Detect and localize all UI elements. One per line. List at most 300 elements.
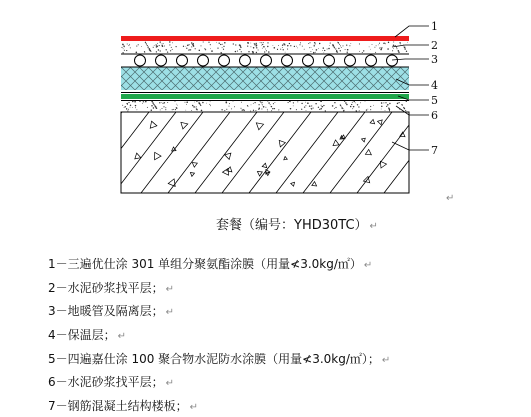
mortar-speck [307,102,309,104]
mortar-speck [127,44,128,45]
mortar-speck [224,110,225,111]
mortar-speck [217,47,218,48]
mortar-speck [226,109,227,110]
mortar-speck [135,107,136,108]
mortar-speck [311,108,312,109]
mortar-speck [202,102,204,104]
mortar-speck [404,108,406,110]
legend-item-5 [48,351,390,369]
mortar-speck [209,104,210,105]
heating-pipe [345,55,356,66]
mortar-speck [124,107,125,108]
mortar-speck [277,49,278,50]
aggregate-mark [257,172,262,177]
mortar-speck [287,49,288,50]
mortar-speck [267,42,268,43]
hatch-line [411,112,473,193]
mortar-speck [151,109,152,110]
mortar-speck [123,48,124,49]
label-4: 4 [431,79,438,92]
mortar-speck [148,47,149,48]
layer-3-heating-pipes [135,55,398,66]
mortar-speck [282,44,283,45]
mortar-speck [305,105,306,106]
mortar-speck [176,107,177,108]
mortar-speck [312,49,313,50]
mortar-speck [385,43,386,44]
mortar-speck [161,43,162,44]
mortar-speck [128,109,129,110]
mortar-speck [135,105,136,106]
mortar-speck [338,43,339,44]
mortar-speck [136,46,137,47]
mortar-speck [125,106,126,107]
mortar-speck [165,109,166,110]
mortar-speck [342,108,343,109]
aggregate-mark [135,153,141,159]
mortar-speck [192,105,193,106]
mortar-speck [289,43,290,44]
mortar-speck [253,47,255,49]
mortar-speck [266,50,267,51]
mortar-speck [393,48,394,49]
aggregate-mark [279,140,285,147]
mortar-speck [252,52,254,54]
mortar-speck [130,47,131,48]
mortar-speck [383,102,384,103]
mortar-speck [196,106,197,107]
leader-6 [396,106,429,115]
legend-paragraph-mark: ↵ [189,402,199,413]
mortar-speck [354,101,355,102]
aggregate-mark [333,140,339,146]
mortar-speck [233,43,234,44]
mortar-speck [306,110,307,111]
mortar-speck [199,101,200,102]
mortar-speck [185,102,186,103]
mortar-speck [380,49,381,50]
aggregate-mark [262,163,267,167]
mortar-speck [396,47,397,48]
mortar-speck [147,46,148,47]
mortar-speck [325,110,326,111]
mortar-speck [322,50,323,51]
mortar-speck [271,106,272,107]
legend-item-7 [48,398,198,416]
mortar-speck [176,46,177,47]
mortar-speck [250,46,251,47]
heating-pipe [219,55,230,66]
legend-paragraph-mark: ↵ [165,307,175,318]
mortar-speck [314,45,315,46]
aggregate-mark [190,173,194,177]
mortar-speck [270,104,271,105]
mortar-speck [290,45,291,46]
mortar-speck [265,107,266,108]
mortar-speck [261,108,262,109]
mortar-speck [341,47,342,48]
mortar-speck [204,48,205,49]
mortar-speck [300,42,301,43]
mortar-speck [193,45,195,47]
mortar-speck [237,51,238,52]
mortar-speck [293,106,294,107]
mortar-speck [273,103,274,104]
diagram-caption [216,214,378,233]
legend-paragraph-mark: ↵ [165,378,175,389]
mortar-speck [264,51,265,52]
mortar-speck [347,53,348,54]
aggregate-mark [378,120,383,125]
mortar-speck [175,101,176,102]
mortar-speck [256,47,257,48]
mortar-speck [221,109,222,110]
label-5: 5 [431,94,438,107]
mortar-speck [229,103,230,104]
mortar-speck [280,49,281,50]
mortar-speck [313,52,314,53]
mortar-speck [191,46,192,47]
heating-pipe [324,55,335,66]
legend-paragraph-mark: ↵ [381,355,391,366]
mortar-speck [203,41,204,42]
mortar-speck [335,48,336,49]
legend-text: 3－地暖管及隔离层； [48,304,164,318]
mortar-speck [248,51,249,52]
hatch-line [87,112,149,193]
mortar-speck [398,51,399,52]
mortar-speck [220,52,221,53]
aggregate-mark [155,152,162,160]
mortar-speck [381,102,383,104]
mortar-speck [330,43,331,44]
heating-pipe [135,55,146,66]
mortar-speck [282,47,283,48]
mortar-speck [299,44,300,45]
mortar-speck [373,105,374,106]
mortar-speck [328,48,330,50]
mortar-speck [301,109,302,110]
mortar-speck [152,102,153,103]
mortar-speck [150,50,152,52]
mortar-speck [143,102,144,103]
mortar-speck [136,109,137,110]
mortar-speck [351,104,352,105]
mortar-speck [254,102,255,103]
mortar-speck [199,50,200,51]
mortar-speck [278,109,279,110]
hatch-line [438,112,500,193]
mortar-speck [288,102,289,103]
mortar-speck [253,110,254,111]
mortar-speck [145,42,146,43]
mortar-speck [122,105,123,106]
mortar-speck [309,42,310,43]
mortar-speck [247,42,249,44]
mortar-speck [229,106,230,107]
mortar-speck [319,43,320,44]
mortar-speck [405,49,406,50]
mortar-speck [196,108,197,109]
mortar-speck [370,109,371,110]
mortar-speck [386,106,387,107]
mortar-speck [128,102,129,103]
mortar-speck [397,103,399,105]
layer-1-membrane [121,36,409,41]
mortar-speck [346,44,347,45]
mortar-speck [313,108,314,109]
mortar-speck [267,46,268,47]
mortar-speck [247,106,248,107]
mortar-speck [370,49,371,50]
mortar-speck [240,47,241,48]
mortar-speck [226,102,228,104]
mortar-speck [164,46,165,47]
mortar-speck [398,50,400,52]
mortar-speck [132,101,134,103]
legend-text: 5－四遍嘉仕涂 100 聚合物水泥防水涂膜（用量≮3.0kg/㎡）； [48,352,380,366]
mortar-speck [372,44,373,45]
paragraph-mark: ↵ [446,193,455,204]
mortar-speck [211,50,213,52]
mortar-speck [223,49,224,50]
mortar-speck [353,106,355,108]
label-6: 6 [431,109,438,122]
mortar-speck [297,101,298,102]
legend-paragraph-mark: ↵ [165,284,175,295]
mortar-speck [253,103,254,104]
label-1: 1 [431,20,438,33]
mortar-speck [234,106,235,107]
mortar-speck [274,108,275,109]
mortar-speck [379,48,380,49]
mortar-speck [210,105,211,106]
mortar-speck [173,109,174,110]
aggregate-mark [227,167,232,172]
hatch-line [303,112,365,193]
mortar-speck [206,103,207,104]
mortar-speck [242,109,243,110]
aggregate-mark [256,123,263,130]
aggregate-mark [181,122,188,129]
caption-text: 套餐（编号：YHD30TC） [216,218,368,233]
heating-pipe [240,55,251,66]
mortar-speck [159,102,160,103]
mortar-speck [268,102,270,104]
mortar-speck [349,45,350,46]
mortar-speck [368,109,369,110]
mortar-speck [399,109,400,110]
heating-pipe [387,55,398,66]
mortar-speck [363,50,364,51]
legend-item-1 [48,256,372,274]
mortar-speck [189,44,190,45]
mortar-speck [167,102,168,103]
aggregate-mark [291,182,295,186]
mortar-speck [297,48,298,49]
mortar-speck [154,45,155,46]
mortar-speck [366,109,367,110]
mortar-speck [304,49,305,50]
mortar-speck [199,103,201,105]
mortar-speck [350,43,351,44]
mortar-speck [166,49,167,50]
mortar-speck [160,109,161,110]
mortar-speck [382,47,383,48]
mortar-speck [261,45,262,46]
mortar-speck [304,106,305,107]
mortar-speck [359,51,360,52]
mortar-speck [156,51,157,52]
mortar-speck [259,108,260,109]
mortar-speck [290,108,291,109]
mortar-speck [163,43,164,44]
mortar-speck [264,46,265,47]
mortar-speck [258,104,259,105]
mortar-speck [388,42,389,43]
mortar-speck [316,49,318,51]
mortar-speck [327,49,328,50]
mortar-speck [195,48,196,49]
mortar-speck [200,105,201,106]
mortar-speck [157,46,158,47]
mortar-speck [130,105,131,106]
mortar-speck [359,110,360,111]
mortar-speck [196,100,197,101]
mortar-speck [315,43,316,44]
mortar-speck [314,42,316,44]
mortar-speck [311,105,312,106]
hatch-line [222,112,284,193]
mortar-speck [404,47,406,49]
mortar-speck [341,106,342,107]
heating-pipe [366,55,377,66]
mortar-speck [267,109,268,110]
leader-1 [395,26,429,37]
mortar-speck [344,110,345,111]
mortar-speck [185,46,186,47]
mortar-speck [186,104,187,105]
heating-pipe [198,55,209,66]
mortar-speck [375,52,376,53]
mortar-speck [332,105,334,107]
mortar-speck [141,46,142,47]
mortar-speck [244,110,245,111]
mortar-speck [172,42,173,43]
mortar-speck [387,104,389,106]
mortar-speck [134,101,136,103]
mortar-speck [370,106,371,107]
mortar-speck [265,49,266,50]
mortar-speck [278,45,279,46]
mortar-speck [267,101,268,102]
mortar-speck [260,101,261,102]
mortar-speck [254,43,255,44]
mortar-speck [258,50,259,51]
mortar-speck [296,109,297,110]
mortar-speck [289,101,290,102]
legend-text: 7－钢筋混凝土结构楼板； [48,399,188,413]
mortar-speck [261,102,262,103]
caption-paragraph-mark: ↵ [369,221,378,232]
mortar-speck [156,108,158,110]
mortar-speck [323,47,324,48]
mortar-speck [254,44,255,45]
mortar-speck [253,51,254,52]
mortar-speck [259,101,260,102]
legend-text: 1－三遍优仕涂 301 单组分聚氨酯涂膜（用量≮3.0kg/㎡） [48,257,362,271]
mortar-speck [318,48,319,49]
label-3: 3 [431,53,438,66]
mortar-speck [352,108,353,109]
mortar-speck [247,46,248,47]
mortar-speck [293,102,294,103]
mortar-speck [323,52,324,53]
mortar-speck [401,104,402,105]
mortar-speck [240,45,241,46]
mortar-speck [122,44,124,46]
mortar-speck [346,104,348,106]
mortar-speck [284,45,285,46]
mortar-speck [318,107,319,108]
mortar-speck [397,48,398,49]
mortar-speck [132,107,133,108]
mortar-speck [272,108,273,109]
mortar-speck [387,48,389,50]
mortar-speck [357,104,358,105]
mortar-speck [385,102,386,103]
mortar-speck [210,44,211,45]
mortar-speck [294,46,295,47]
mortar-speck [124,50,125,51]
mortar-speck [185,110,186,111]
layer-4-hatch [121,67,409,90]
mortar-speck [323,105,324,106]
hatch-line [60,112,122,193]
mortar-speck [283,43,284,44]
mortar-speck [188,50,189,51]
mortar-speck [407,42,408,43]
mortar-speck [340,105,341,106]
aggregate-mark [370,119,375,123]
mortar-speck [208,42,209,43]
mortar-speck [405,110,406,111]
mortar-speck [402,105,403,106]
mortar-speck [369,47,370,48]
heating-pipe [156,55,167,66]
mortar-speck [274,102,275,103]
mortar-speck [143,100,144,101]
mortar-speck [365,101,366,102]
hatch-line [114,112,176,193]
mortar-speck [342,45,343,46]
mortar-speck [360,102,361,103]
mortar-speck [255,110,256,111]
mortar-speck [344,101,345,102]
legend-item-6 [48,374,174,392]
mortar-speck [261,42,262,43]
mortar-speck [321,105,322,106]
mortar-speck [339,44,340,45]
mortar-speck [343,108,344,109]
label-7: 7 [431,144,438,157]
hatch-line [168,112,230,193]
mortar-speck [122,52,123,53]
mortar-speck [268,51,270,53]
mortar-speck [262,104,263,105]
mortar-speck [219,43,220,44]
mortar-speck [231,108,232,109]
